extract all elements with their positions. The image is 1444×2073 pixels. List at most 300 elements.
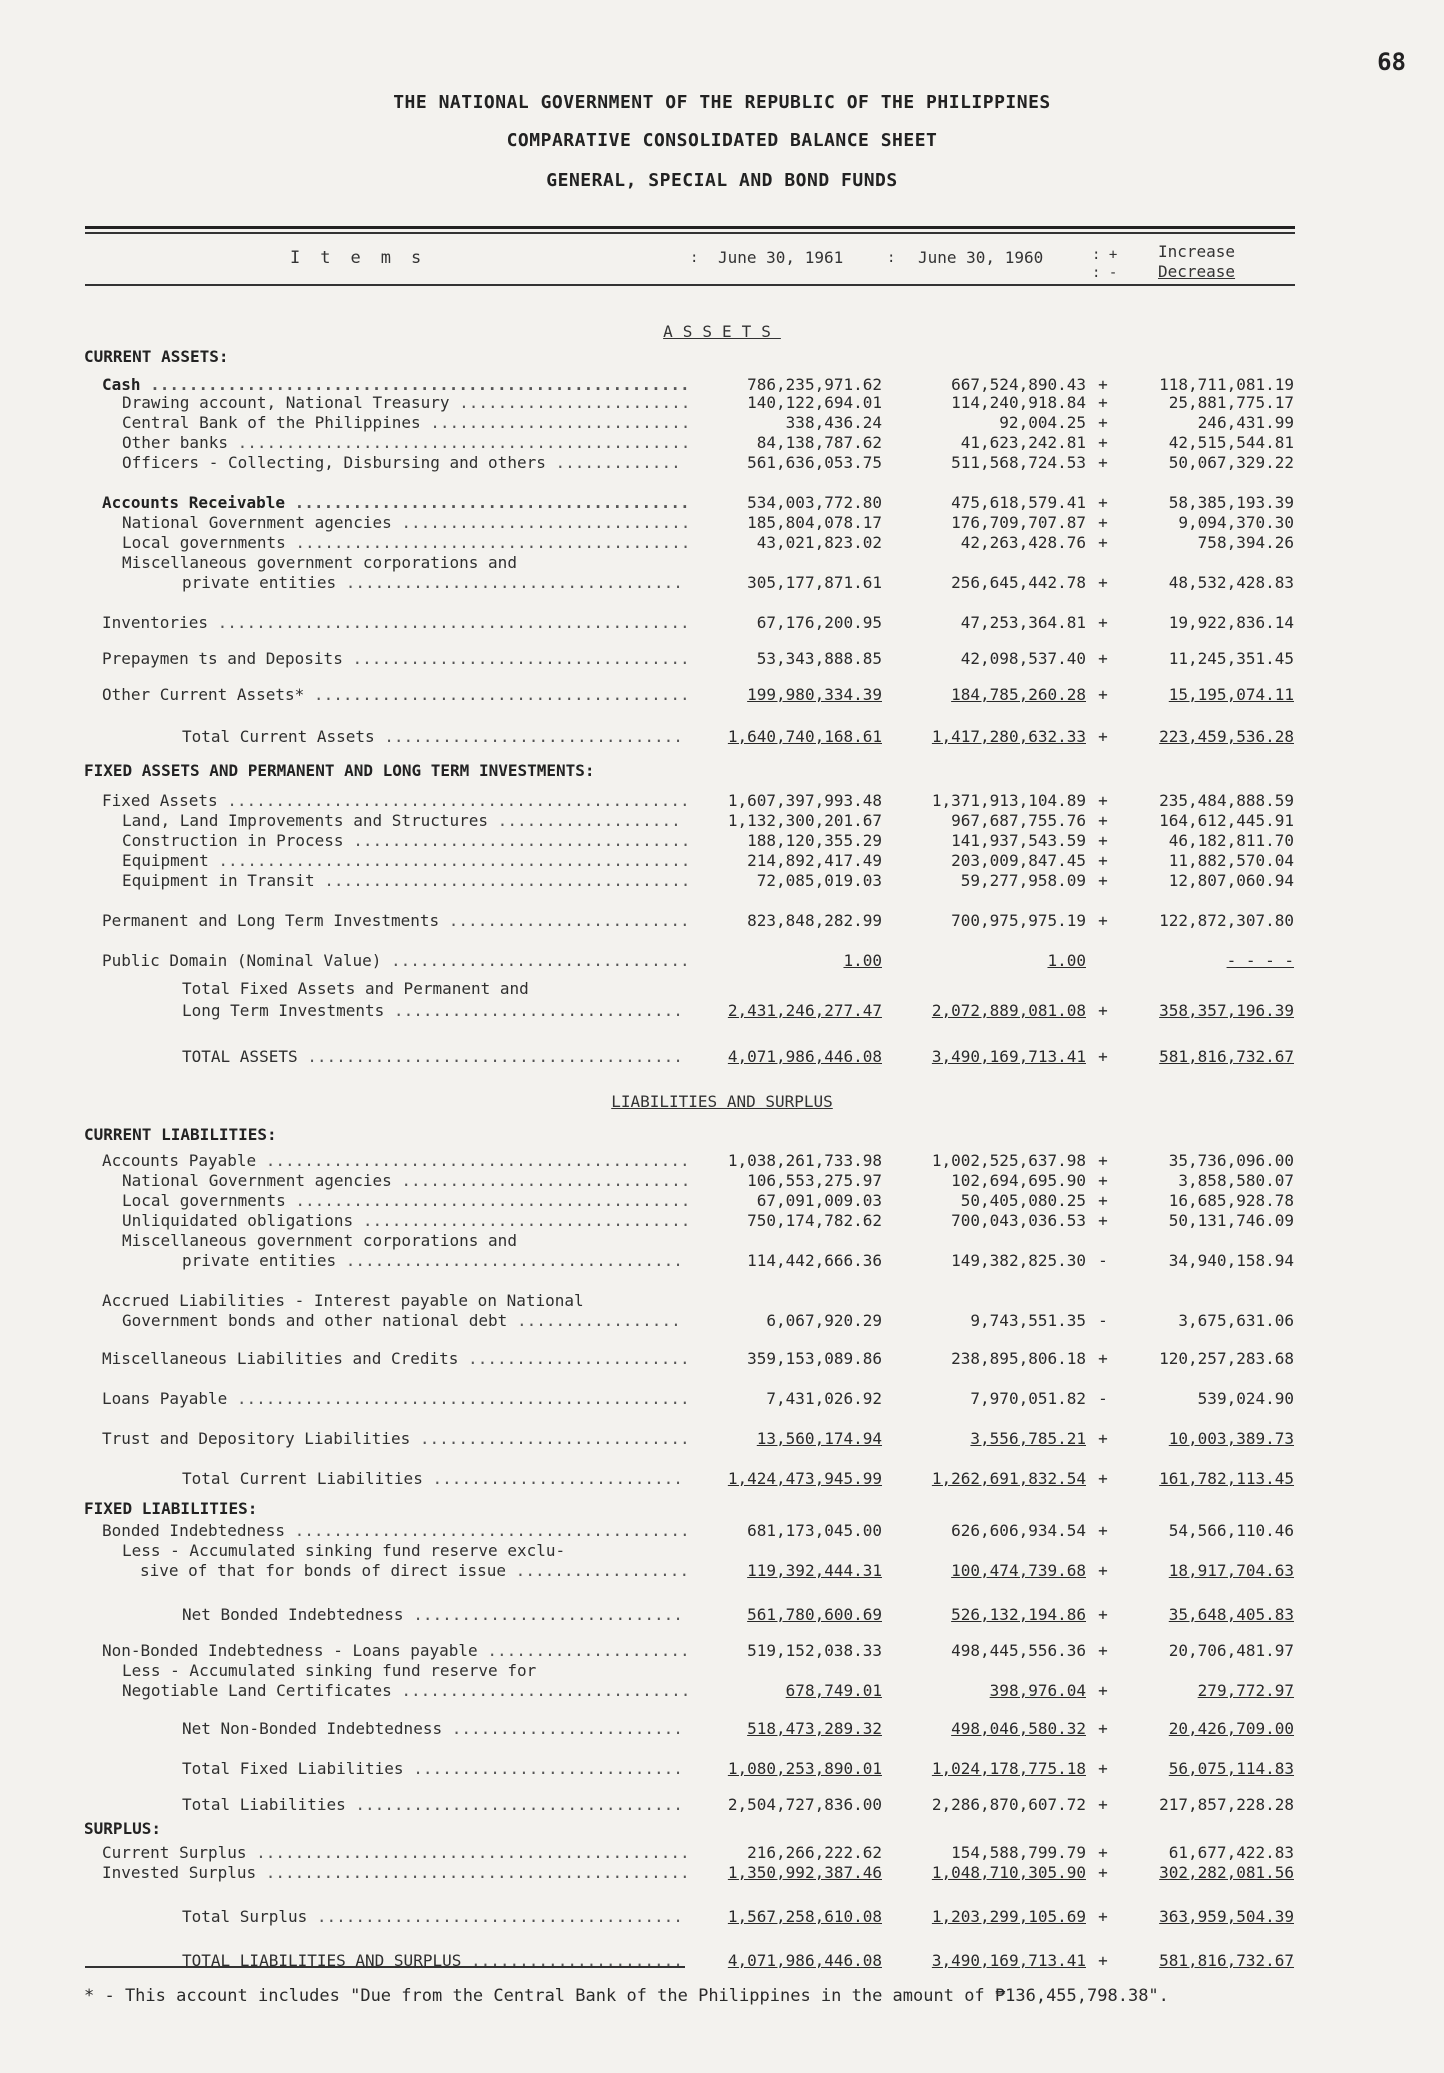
leader-dots: ................... <box>488 811 681 830</box>
value-increase-decrease: 12,807,060.94 <box>1168 871 1294 890</box>
change-sign: + <box>1098 1429 1108 1448</box>
value-increase-decrease: 279,772.97 <box>1197 1681 1294 1700</box>
value-june-1961: 7,431,026.92 <box>766 1389 882 1408</box>
value-june-1961: 338,436.24 <box>785 413 882 432</box>
leader-dots: ................................... <box>343 831 691 850</box>
value-increase-decrease: 10,003,389.73 <box>1168 1429 1294 1448</box>
value-june-1961: 359,153,089.86 <box>747 1349 882 1368</box>
row-label-text: Inventories <box>102 613 208 632</box>
row-label-text: Land, Land Improvements and Structures <box>122 811 489 830</box>
table-row <box>0 760 1444 782</box>
row-label <box>102 612 690 634</box>
table-row <box>0 552 1444 574</box>
row-label-text: Other banks <box>122 433 228 452</box>
row-label <box>102 1428 690 1450</box>
leader-dots: .............................. <box>391 1681 691 1700</box>
table-row <box>0 392 1444 414</box>
value-june-1960: 184,785,260.28 <box>951 685 1086 704</box>
value-june-1961: 114,442,666.36 <box>747 1251 882 1270</box>
top-rule <box>85 226 1295 229</box>
value-june-1960: 92,004.25 <box>999 413 1086 432</box>
change-sign: + <box>1098 685 1108 704</box>
value-increase-decrease: 42,515,544.81 <box>1168 433 1294 452</box>
row-label <box>102 1348 690 1370</box>
leader-dots: .............................. <box>384 1001 683 1020</box>
row-label-text: private entities <box>182 573 337 592</box>
change-sign: + <box>1098 871 1108 890</box>
value-june-1960: 1,203,299,105.69 <box>931 1907 1086 1926</box>
value-june-1960: 114,240,918.84 <box>951 393 1086 412</box>
value-june-1961: 185,804,078.17 <box>747 513 882 532</box>
table-row <box>0 1680 1444 1702</box>
change-sign: + <box>1098 513 1108 532</box>
value-increase-decrease: 20,426,709.00 <box>1168 1719 1294 1738</box>
value-june-1960: 141,937,543.59 <box>951 831 1086 850</box>
change-sign: + <box>1098 1171 1108 1190</box>
change-sign: + <box>1098 791 1108 810</box>
row-label-text: Total Surplus <box>182 1907 308 1926</box>
value-june-1960: 498,046,580.32 <box>951 1719 1086 1738</box>
table-row <box>0 1718 1444 1740</box>
row-label-text: CURRENT ASSETS: <box>84 347 229 366</box>
row-label <box>102 950 690 972</box>
table-row <box>0 1250 1444 1272</box>
value-june-1960: 526,132,194.86 <box>951 1605 1086 1624</box>
header-sign-minus: - <box>1108 265 1118 281</box>
leader-dots: ......................................... <box>285 1191 691 1210</box>
leader-dots: ............................................. <box>246 1843 690 1862</box>
leader-dots: ............................ <box>403 1605 683 1624</box>
table-row <box>0 532 1444 554</box>
value-june-1961: 1,567,258,610.08 <box>727 1907 882 1926</box>
table-row <box>0 1428 1444 1450</box>
value-increase-decrease: 50,067,329.22 <box>1168 453 1294 472</box>
row-label <box>84 760 595 782</box>
value-june-1961: 199,980,334.39 <box>747 685 882 704</box>
value-june-1960: 700,043,036.53 <box>951 1211 1086 1230</box>
value-increase-decrease: 118,711,081.19 <box>1159 375 1294 394</box>
value-june-1961: 1,640,740,168.61 <box>727 727 882 746</box>
value-june-1961: 140,122,694.01 <box>747 393 882 412</box>
table-row <box>0 1124 1444 1146</box>
table-row <box>0 726 1444 748</box>
section-liabilities-surplus: LIABILITIES AND SURPLUS <box>611 1092 833 1111</box>
change-sign: + <box>1098 649 1108 668</box>
value-june-1961: 67,091,009.03 <box>756 1191 882 1210</box>
table-row <box>0 1560 1444 1582</box>
leader-dots: ........................................................ <box>140 375 690 394</box>
value-june-1961: 119,392,444.31 <box>747 1561 882 1580</box>
leader-dots: ............................ <box>410 1429 690 1448</box>
value-increase-decrease: 161,782,113.45 <box>1159 1469 1294 1488</box>
value-increase-decrease: 9,094,370.30 <box>1178 513 1294 532</box>
value-june-1961: 1,038,261,733.98 <box>727 1151 882 1170</box>
value-june-1961: 72,085,019.03 <box>756 871 882 890</box>
value-june-1960: 149,382,825.30 <box>951 1251 1086 1270</box>
change-sign: + <box>1098 533 1108 552</box>
table-row <box>0 1046 1444 1068</box>
row-label <box>182 1468 683 1490</box>
row-label <box>102 1520 690 1542</box>
value-june-1960: 42,098,537.40 <box>960 649 1086 668</box>
footnote-rule <box>85 1966 685 1968</box>
table-row <box>0 1468 1444 1490</box>
row-label-text: Miscellaneous government corporations and <box>122 553 517 572</box>
table-row <box>0 432 1444 454</box>
value-june-1960: 511,568,724.53 <box>951 453 1086 472</box>
table-row <box>0 1906 1444 1928</box>
row-label <box>182 1604 683 1626</box>
value-june-1961: 4,071,986,446.08 <box>727 1951 882 1970</box>
change-sign: + <box>1098 433 1108 452</box>
row-label-text: Total Fixed Assets and Permanent and <box>182 979 529 998</box>
value-june-1961: 106,553,275.97 <box>747 1171 882 1190</box>
row-label <box>182 1906 683 1928</box>
row-label-text: Current Surplus <box>102 1843 247 1862</box>
change-sign: + <box>1098 1001 1108 1020</box>
row-label <box>122 1540 565 1562</box>
value-increase-decrease: 16,685,928.78 <box>1168 1191 1294 1210</box>
change-sign: + <box>1098 727 1108 746</box>
row-label <box>122 452 681 474</box>
value-increase-decrease: 223,459,536.28 <box>1159 727 1294 746</box>
value-increase-decrease: 120,257,283.68 <box>1159 1349 1294 1368</box>
row-label <box>122 532 690 554</box>
row-label <box>122 850 690 872</box>
value-increase-decrease: 46,182,811.70 <box>1168 831 1294 850</box>
value-june-1961: 678,749.01 <box>785 1681 882 1700</box>
value-increase-decrease: 19,922,836.14 <box>1168 613 1294 632</box>
row-label <box>140 1560 689 1582</box>
value-june-1960: 1.00 <box>1047 951 1086 970</box>
row-label <box>122 1680 690 1702</box>
value-increase-decrease: 581,816,732.67 <box>1159 1047 1294 1066</box>
row-label <box>84 346 229 368</box>
leader-dots: ............................................ <box>256 1863 690 1882</box>
table-row <box>0 1170 1444 1192</box>
row-label-text: Loans Payable <box>102 1389 228 1408</box>
value-june-1960: 475,618,579.41 <box>951 493 1086 512</box>
leader-dots: ................................................. <box>208 851 691 870</box>
change-sign: + <box>1098 613 1108 632</box>
table-row <box>0 1862 1444 1884</box>
row-label <box>122 512 690 534</box>
table-row <box>0 1758 1444 1780</box>
row-label <box>182 572 683 594</box>
table-row <box>0 1818 1444 1840</box>
row-label <box>102 910 690 932</box>
table-row <box>0 1540 1444 1562</box>
row-label <box>102 492 690 514</box>
value-june-1960: 100,474,739.68 <box>951 1561 1086 1580</box>
leader-dots: .................. <box>506 1561 690 1580</box>
row-label <box>84 1818 161 1840</box>
value-increase-decrease: 581,816,732.67 <box>1159 1951 1294 1970</box>
value-increase-decrease: 11,245,351.45 <box>1168 649 1294 668</box>
leader-dots: ...................................... <box>307 1907 683 1926</box>
value-june-1961: 2,431,246,277.47 <box>727 1001 882 1020</box>
table-row <box>0 1794 1444 1816</box>
row-label-text: Bonded Indebtedness <box>102 1521 286 1540</box>
value-june-1961: 43,021,823.02 <box>756 533 882 552</box>
value-june-1961: 823,848,282.99 <box>747 911 882 930</box>
table-row <box>0 512 1444 534</box>
value-june-1961: 188,120,355.29 <box>747 831 882 850</box>
leader-dots: ........................ <box>442 1719 683 1738</box>
row-label-text: Net Bonded Indebtedness <box>182 1605 404 1624</box>
value-june-1961: 518,473,289.32 <box>747 1719 882 1738</box>
change-sign: + <box>1098 573 1108 592</box>
value-increase-decrease: 61,677,422.83 <box>1168 1843 1294 1862</box>
value-june-1960: 50,405,080.25 <box>960 1191 1086 1210</box>
change-sign: + <box>1098 375 1108 394</box>
value-increase-decrease: 302,282,081.56 <box>1159 1863 1294 1882</box>
change-sign: + <box>1098 1863 1108 1882</box>
change-sign: + <box>1098 1719 1108 1738</box>
change-sign: + <box>1098 911 1108 930</box>
row-label-text: Total Current Assets <box>182 727 375 746</box>
row-label-text: Accrued Liabilities - Interest payable on National <box>102 1291 584 1310</box>
leader-dots: ................................... <box>336 1251 683 1270</box>
value-june-1960: 2,286,870,607.72 <box>931 1795 1086 1814</box>
table-row <box>0 950 1444 972</box>
table-row <box>0 1210 1444 1232</box>
value-june-1960: 256,645,442.78 <box>951 573 1086 592</box>
row-label <box>102 1640 690 1662</box>
row-label <box>84 1498 257 1520</box>
table-row <box>0 346 1444 368</box>
row-label-text: sive of that for bonds of direct issue <box>140 1561 507 1580</box>
row-label <box>182 978 529 1000</box>
leader-dots: ............................... <box>381 951 690 970</box>
value-june-1961: 1,424,473,945.99 <box>727 1469 882 1488</box>
row-label-text: Miscellaneous government corporations and <box>122 1231 517 1250</box>
row-label-text: Net Non-Bonded Indebtedness <box>182 1719 443 1738</box>
title-balance-sheet: COMPARATIVE CONSOLIDATED BALANCE SHEET <box>506 130 938 151</box>
table-row <box>0 1290 1444 1312</box>
header-separator: : <box>887 250 896 266</box>
row-label <box>102 1842 690 1864</box>
row-label <box>182 1718 683 1740</box>
table-row <box>0 1348 1444 1370</box>
value-june-1961: 305,177,871.61 <box>747 573 882 592</box>
row-label-text: Cash <box>102 375 141 394</box>
leader-dots: ......................................... <box>285 493 690 512</box>
value-june-1960: 9,743,551.35 <box>970 1311 1086 1330</box>
table-row <box>0 1660 1444 1682</box>
change-sign: + <box>1098 413 1108 432</box>
change-sign: + <box>1098 1561 1108 1580</box>
row-label <box>102 790 690 812</box>
value-june-1960: 1,262,691,832.54 <box>931 1469 1086 1488</box>
leader-dots: ....................................... <box>297 1047 683 1066</box>
row-label <box>182 1794 683 1816</box>
header-increase-decrease <box>1158 242 1235 282</box>
value-june-1961: 1.00 <box>843 951 882 970</box>
change-sign: + <box>1098 1151 1108 1170</box>
row-label <box>122 1190 690 1212</box>
leader-dots: .......................... <box>422 1469 683 1488</box>
row-label <box>122 412 690 434</box>
row-label <box>122 552 517 574</box>
value-june-1960: 1,371,913,104.89 <box>931 791 1086 810</box>
value-increase-decrease: 35,736,096.00 <box>1168 1151 1294 1170</box>
change-sign: + <box>1098 1681 1108 1700</box>
change-sign: + <box>1098 493 1108 512</box>
row-label <box>182 1046 683 1068</box>
leader-dots: ...................................... <box>314 871 691 890</box>
change-sign: + <box>1098 1795 1108 1814</box>
value-june-1961: 786,235,971.62 <box>747 375 882 394</box>
row-label <box>122 432 690 454</box>
row-label-text: Trust and Depository Liabilities <box>102 1429 411 1448</box>
table-row <box>0 790 1444 812</box>
table-row <box>0 1388 1444 1410</box>
value-increase-decrease: 122,872,307.80 <box>1159 911 1294 930</box>
value-increase-decrease: 58,385,193.39 <box>1168 493 1294 512</box>
row-label <box>122 1660 536 1682</box>
value-june-1960: 3,490,169,713.41 <box>931 1047 1086 1066</box>
table-row <box>0 810 1444 832</box>
row-label-text: Total Current Liabilities <box>182 1469 423 1488</box>
table-row <box>0 612 1444 634</box>
leader-dots: ................................................. <box>207 613 690 632</box>
value-june-1960: 7,970,051.82 <box>970 1389 1086 1408</box>
row-label-text: National Government agencies <box>122 1171 392 1190</box>
change-sign: + <box>1098 831 1108 850</box>
leader-dots: ....................... <box>458 1349 690 1368</box>
leader-dots: ......................... <box>439 911 690 930</box>
page-number: 68 <box>1377 48 1406 76</box>
leader-dots: ..................... <box>477 1641 690 1660</box>
row-label <box>102 1862 690 1884</box>
table-row <box>0 1230 1444 1252</box>
title-government: THE NATIONAL GOVERNMENT OF THE REPUBLIC OF THE PHILIPPINES <box>393 92 1051 113</box>
value-increase-decrease: 358,357,196.39 <box>1159 1001 1294 1020</box>
value-increase-decrease: 25,881,775.17 <box>1168 393 1294 412</box>
title-funds: GENERAL, SPECIAL AND BOND FUNDS <box>546 170 898 191</box>
value-june-1961: 1,350,992,387.46 <box>727 1863 882 1882</box>
table-row <box>0 850 1444 872</box>
value-june-1960: 59,277,958.09 <box>960 871 1086 890</box>
header-sign-column: : + : - <box>1092 247 1118 281</box>
value-increase-decrease: - - - - <box>1226 951 1294 970</box>
leader-dots: ................................... <box>342 649 690 668</box>
table-row <box>0 1310 1444 1332</box>
value-june-1960: 42,263,428.76 <box>960 533 1086 552</box>
value-increase-decrease: 235,484,888.59 <box>1159 791 1294 810</box>
value-increase-decrease: 217,857,228.28 <box>1159 1795 1294 1814</box>
leader-dots: ....................................... <box>304 685 690 704</box>
row-label-text: Local governments <box>122 533 286 552</box>
value-june-1960: 1,417,280,632.33 <box>931 727 1086 746</box>
header-separator: : <box>690 250 699 266</box>
value-june-1960: 102,694,695.90 <box>951 1171 1086 1190</box>
row-label-text: Construction in Process <box>122 831 344 850</box>
table-row <box>0 492 1444 514</box>
value-increase-decrease: 3,858,580.07 <box>1178 1171 1294 1190</box>
value-june-1961: 4,071,986,446.08 <box>727 1047 882 1066</box>
row-label <box>182 1000 683 1022</box>
row-label <box>182 1250 683 1272</box>
row-label <box>122 870 690 892</box>
value-june-1961: 214,892,417.49 <box>747 851 882 870</box>
value-june-1961: 1,132,300,201.67 <box>727 811 882 830</box>
row-label-text: FIXED LIABILITIES: <box>84 1499 258 1518</box>
value-increase-decrease: 11,882,570.04 <box>1168 851 1294 870</box>
value-june-1960: 238,895,806.18 <box>951 1349 1086 1368</box>
value-june-1960: 967,687,755.76 <box>951 811 1086 830</box>
value-june-1960: 1,048,710,305.90 <box>931 1863 1086 1882</box>
value-increase-decrease: 164,612,445.91 <box>1159 811 1294 830</box>
leader-dots: ............. <box>545 453 681 472</box>
value-increase-decrease: 54,566,110.46 <box>1168 1521 1294 1540</box>
table-row <box>0 1000 1444 1022</box>
value-increase-decrease: 34,940,158.94 <box>1168 1251 1294 1270</box>
row-label-text: Total Fixed Liabilities <box>182 1759 404 1778</box>
value-june-1961: 67,176,200.95 <box>756 613 882 632</box>
table-row <box>0 870 1444 892</box>
value-june-1960: 3,490,169,713.41 <box>931 1951 1086 1970</box>
row-label <box>122 830 690 852</box>
row-label-text: Non-Bonded Indebtedness - Loans payable <box>102 1641 478 1660</box>
row-label-text: Miscellaneous Liabilities and Credits <box>102 1349 459 1368</box>
row-label-text: Public Domain (Nominal Value) <box>102 951 382 970</box>
leader-dots: ................................... <box>336 573 683 592</box>
row-label-text: Government bonds and other national debt <box>122 1311 508 1330</box>
row-label-text: Long Term Investments <box>182 1001 385 1020</box>
value-june-1960: 667,524,890.43 <box>951 375 1086 394</box>
header-decrease: Decrease <box>1158 262 1236 281</box>
row-label <box>122 810 681 832</box>
table-row <box>0 412 1444 434</box>
row-label-text: Less - Accumulated sinking fund reserve exclu- <box>122 1541 566 1560</box>
row-label-text: Less - Accumulated sinking fund reserve for <box>122 1661 537 1680</box>
row-label-text: Other Current Assets* <box>102 685 305 704</box>
leader-dots: ........................ <box>449 393 691 412</box>
value-increase-decrease: 246,431.99 <box>1197 413 1294 432</box>
row-label-text: Permanent and Long Term Investments <box>102 911 440 930</box>
table-row <box>0 830 1444 852</box>
row-label <box>102 684 690 706</box>
value-june-1960: 176,709,707.87 <box>951 513 1086 532</box>
change-sign: - <box>1098 1251 1108 1270</box>
change-sign: + <box>1098 1047 1108 1066</box>
row-label-text: Total Liabilities <box>182 1795 346 1814</box>
table-row <box>0 1498 1444 1520</box>
top-rule-thin <box>85 232 1295 234</box>
row-label-text: Drawing account, National Treasury <box>122 393 450 412</box>
header-june-1960: June 30, 1960 <box>918 248 1044 267</box>
row-label-text: SURPLUS: <box>84 1819 162 1838</box>
value-june-1961: 561,636,053.75 <box>747 453 882 472</box>
value-june-1961: 6,067,920.29 <box>766 1311 882 1330</box>
table-row <box>0 1950 1444 1972</box>
row-label-text: private entities <box>182 1251 337 1270</box>
value-june-1961: 519,152,038.33 <box>747 1641 882 1660</box>
value-june-1960: 700,975,975.19 <box>951 911 1086 930</box>
change-sign: + <box>1098 1605 1108 1624</box>
value-increase-decrease: 15,195,074.11 <box>1168 685 1294 704</box>
leader-dots: ............................... <box>374 727 683 746</box>
value-june-1960: 626,606,934.54 <box>951 1521 1086 1540</box>
table-row <box>0 1640 1444 1662</box>
row-label-text: Central Bank of the Philippines <box>122 413 421 432</box>
row-label <box>102 1290 584 1312</box>
value-increase-decrease: 18,917,704.63 <box>1168 1561 1294 1580</box>
row-label <box>122 1230 517 1252</box>
change-sign: + <box>1098 811 1108 830</box>
